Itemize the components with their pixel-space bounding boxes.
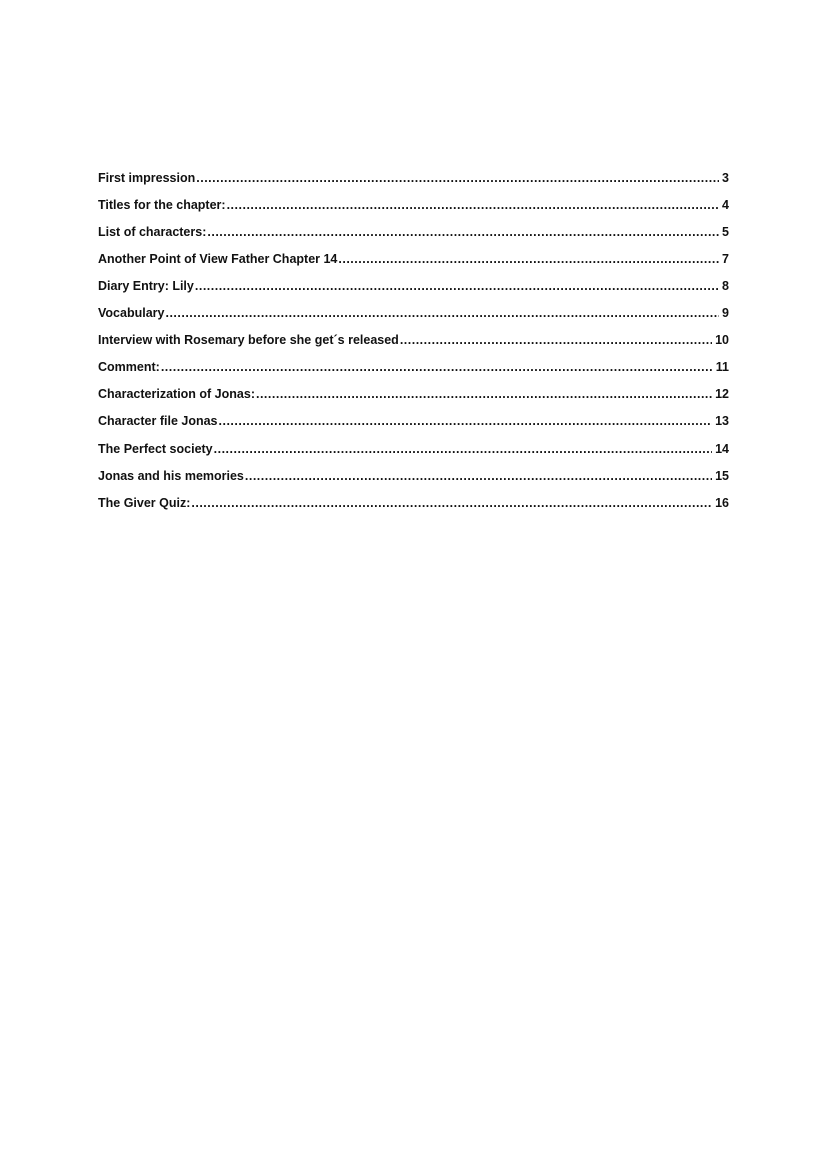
toc-entry-title: Character file Jonas xyxy=(98,414,218,429)
toc-entry-the-giver-quiz[interactable] xyxy=(98,482,729,509)
toc-dot-leader xyxy=(227,199,719,212)
toc-entry-page-number: 4 xyxy=(722,197,729,212)
toc-entry-title: The Perfect society xyxy=(98,441,213,456)
toc-entry-the-perfect-society[interactable] xyxy=(98,428,729,455)
toc-entry-page-number: 5 xyxy=(722,224,729,239)
toc-dot-leader xyxy=(196,172,719,185)
toc-dot-leader xyxy=(195,280,719,293)
toc-dot-leader xyxy=(256,388,712,401)
toc-entry-page-number: 14 xyxy=(715,441,729,456)
toc-entry-another-point-of-view[interactable] xyxy=(98,238,729,265)
toc-entry-titles-for-the-chapter[interactable] xyxy=(98,184,729,211)
toc-entry-page-number: 16 xyxy=(715,495,729,510)
toc-entry-first-impression[interactable] xyxy=(98,157,729,184)
toc-dot-leader xyxy=(165,307,719,320)
toc-entry-comment[interactable] xyxy=(98,347,729,374)
table-of-contents xyxy=(98,157,729,509)
toc-dot-leader xyxy=(161,361,713,374)
toc-entry-title: Comment: xyxy=(98,360,160,375)
toc-entry-diary-entry-lily[interactable] xyxy=(98,265,729,292)
toc-entry-page-number: 11 xyxy=(715,360,729,375)
toc-entry-title: The Giver Quiz: xyxy=(98,495,191,510)
toc-entry-title: Diary Entry: Lily xyxy=(98,278,194,293)
toc-entry-page-number: 13 xyxy=(715,414,729,429)
toc-entry-title: Jonas and his memories xyxy=(98,468,244,483)
toc-entry-page-number: 8 xyxy=(722,278,729,293)
toc-entry-title: First impression xyxy=(98,170,196,185)
toc-entry-page-number: 7 xyxy=(722,251,729,266)
toc-entry-title: Titles for the chapter: xyxy=(98,197,226,212)
toc-entry-interview-with-rosemary[interactable] xyxy=(98,320,729,347)
toc-entry-page-number: 15 xyxy=(715,468,729,483)
toc-entry-page-number: 12 xyxy=(715,387,729,402)
toc-entry-characterization-of-jonas[interactable] xyxy=(98,374,729,401)
toc-dot-leader xyxy=(214,443,712,456)
toc-dot-leader xyxy=(207,226,719,239)
toc-entry-page-number: 3 xyxy=(722,170,729,185)
toc-dot-leader xyxy=(400,334,712,347)
toc-entry-title: Vocabulary xyxy=(98,306,165,321)
toc-entry-character-file-jonas[interactable] xyxy=(98,401,729,428)
toc-entry-title: Characterization of Jonas: xyxy=(98,387,255,402)
toc-entry-jonas-and-his-memories[interactable] xyxy=(98,455,729,482)
toc-entry-title: Interview with Rosemary before she get´s released xyxy=(98,333,399,348)
toc-entry-title: Another Point of View Father Chapter 14 xyxy=(98,251,338,266)
toc-dot-leader xyxy=(338,253,719,266)
toc-dot-leader xyxy=(191,497,712,510)
toc-entry-list-of-characters[interactable] xyxy=(98,211,729,238)
toc-entry-vocabulary[interactable] xyxy=(98,292,729,319)
toc-entry-page-number: 10 xyxy=(715,333,729,348)
toc-dot-leader xyxy=(245,470,712,483)
toc-dot-leader xyxy=(219,415,713,428)
toc-entry-title: List of characters: xyxy=(98,224,207,239)
toc-entry-page-number: 9 xyxy=(722,306,729,321)
